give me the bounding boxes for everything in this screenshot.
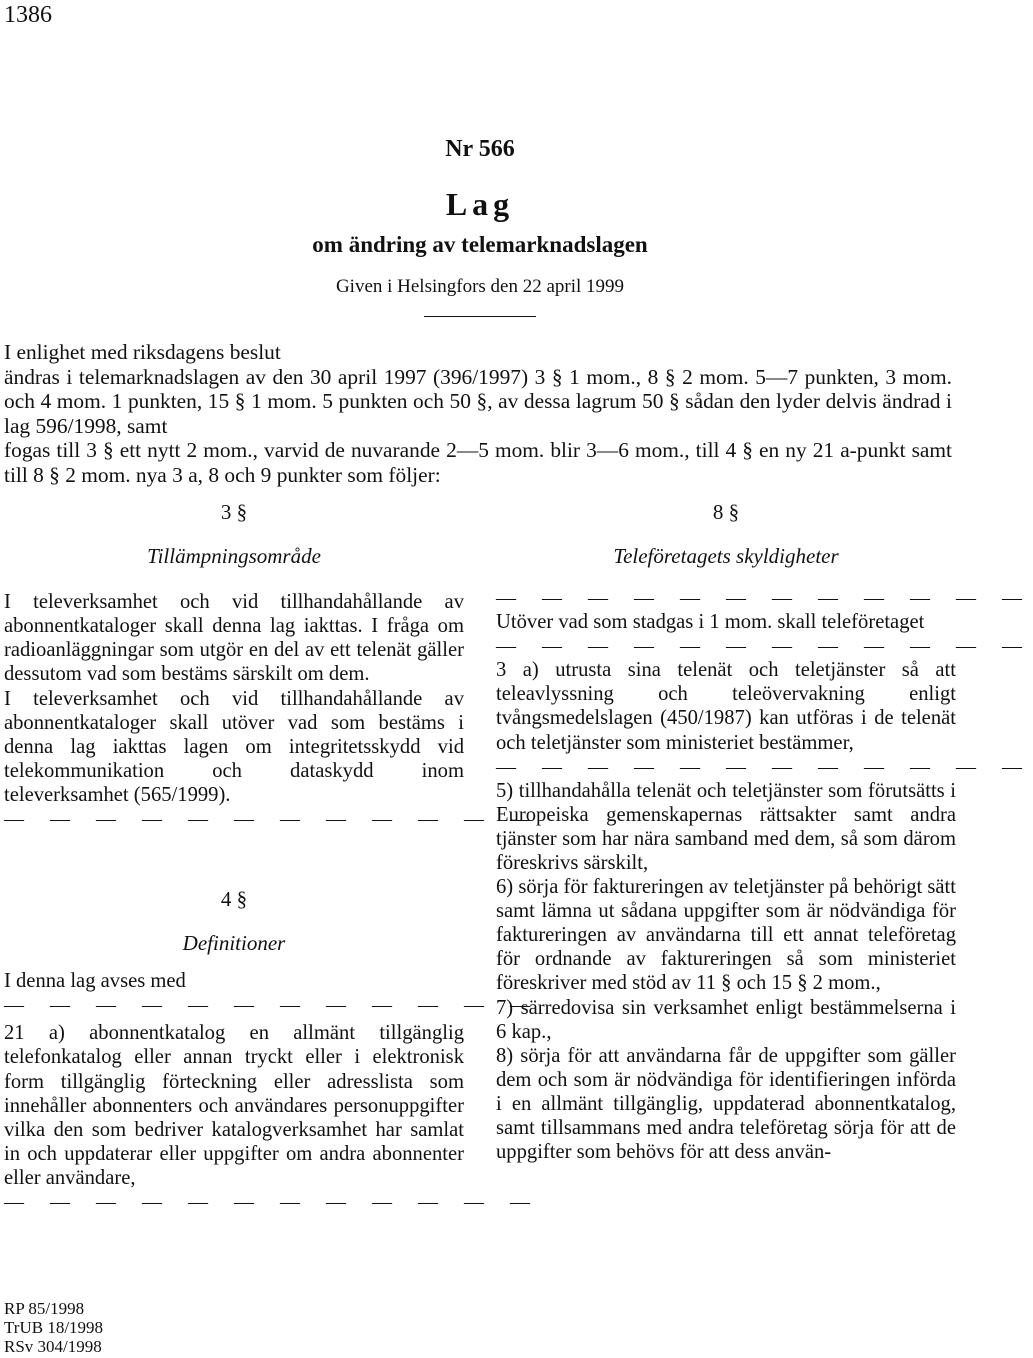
section-3-title: Tillämpningsområde: [147, 544, 321, 569]
page-number: 1386: [4, 2, 52, 28]
omission-dashes: — — — — — — — — — — — —: [496, 635, 1033, 658]
omission-dashes: — — — — — — — — — — — —: [496, 587, 1033, 610]
section-8-point-3a: 3 a) utrusta sina telenät och teletjänster så att teleavlyssning och teleövervakning enligt tvångsmedelslagen (450/1987) kan utföras i de telenät och teletjänster som ministeriet bestämmer,: [496, 659, 956, 754]
right-column: [496, 500, 1033, 1164]
section-3-number: 3 §: [220, 500, 248, 524]
preamble-amend: ändras i telemarknadslagen av den 30 april 1997 (396/1997) 3 § 1 mom., 8 § 2 mom. 5—7 punkten, 3 mom. och 4 mom. 1 punkten, 15 § 1 mom. 5 punkten och 50 §, av dessa lagrum 50 § sådan den lyder delvis ändrad i lag 596/1998, samt: [4, 364, 952, 438]
footnote-rp: RP 85/1998: [4, 1299, 85, 1318]
section-4-lead: I denna lag avses med: [4, 970, 186, 993]
omission-dashes: — — — — — — — — — — — —: [4, 1190, 541, 1213]
section-4-title: Definitioner: [182, 931, 286, 956]
section-8-point-5: 5) tillhandahålla telenät och teletjänster som förutsätts i Europeiska gemenskapernas rättsakter samt andra tjänster som har nära samband med dem, så som därom föreskrivs särskilt,: [496, 779, 956, 874]
header-divider: [424, 316, 536, 317]
footnote-rsv: RSv 304/1998: [4, 1337, 102, 1356]
section-8-point-8: 8) sörja för att användarna får de uppgifter som gäller dem och som är nödvändiga för identifieringen införda i en allmänt tillgänglig, uppdaterad abonnentkatalog, samt tillsammans med andra teleföretag sörja för att de uppgifter som behövs för att dess använ-: [496, 1044, 956, 1164]
section-4-number: 4 §: [220, 887, 248, 912]
section-8-number: 8 §: [712, 500, 740, 524]
omission-dashes: — — — — — — — — — — — —: [496, 755, 1033, 778]
preamble-decision: I enlighet med riksdagens beslut: [4, 340, 281, 364]
omission-dashes: — — — — — — — — — — — —: [4, 994, 541, 1017]
document-title: om ändring av telemarknadslagen: [312, 232, 648, 257]
document-number: Nr 566: [445, 136, 515, 162]
preamble-add: fogas till 3 § ett nytt 2 mom., varvid de nuvarande 2—5 mom. blir 3—6 mom., till 4 § en ny 21 a-punkt samt till 8 § 2 mom. nya 3 a, 8 och 9 punkter som följer:: [4, 438, 952, 487]
document-type: Lag: [445, 186, 515, 222]
left-column: [4, 500, 541, 1214]
section-3-paragraph-1: I televerksamhet och vid tillhandahållande av abonnentkataloger skall denna lag iakttas. I fråga om radioanläggningar som utgör en del av ett telenät gäller dessutom vad som bestäms särskilt om dem.: [4, 591, 464, 686]
section-8-point-7: 7) särredovisa sin verksamhet enligt bestämmelserna i 6 kap.,: [496, 996, 956, 1043]
section-8-title: Teleföretagets skyldigheter: [613, 544, 839, 569]
footnote-trub: TrUB 18/1998: [4, 1318, 104, 1337]
document-given-line: Given i Helsingfors den 22 april 1999: [335, 276, 625, 297]
section-4-definition-21a: 21 a) abonnentkatalog en allmänt tillgänglig telefonkatalog eller annan tryckt eller i elektronisk form tillgänglig förteckning eller adresslista som innehåller abonnenters och användares personuppgifter vilka den som bedriver katalogverksamhet har samlat in och uppdaterar eller uppgifter om andra abonnenter eller användare,: [4, 1022, 464, 1189]
preamble: [4, 340, 952, 487]
section-8-lead: Utöver vad som stadgas i 1 mom. skall teleföretaget: [496, 611, 925, 634]
footnote: [4, 1299, 103, 1356]
section-3-paragraph-2: I televerksamhet och vid tillhandahållande av abonnentkataloger skall utöver vad som bestäms i denna lag iakttas lagen om integritetsskydd vid telekommunikation och dataskydd inom televerksamhet (565/1999).: [4, 687, 464, 806]
omission-dashes: — — — — — — — — — — — —: [4, 808, 541, 831]
section-8-point-6: 6) sörja för faktureringen av teletjänster på behörigt sätt samt lämna ut sådana uppgifter som är nödvändiga för faktureringen av användarna till ett annat teleföretag för ordnande av faktureringen så som ministeriet föreskriver med stöd av 11 § och 15 § 2 mom.,: [496, 876, 956, 995]
